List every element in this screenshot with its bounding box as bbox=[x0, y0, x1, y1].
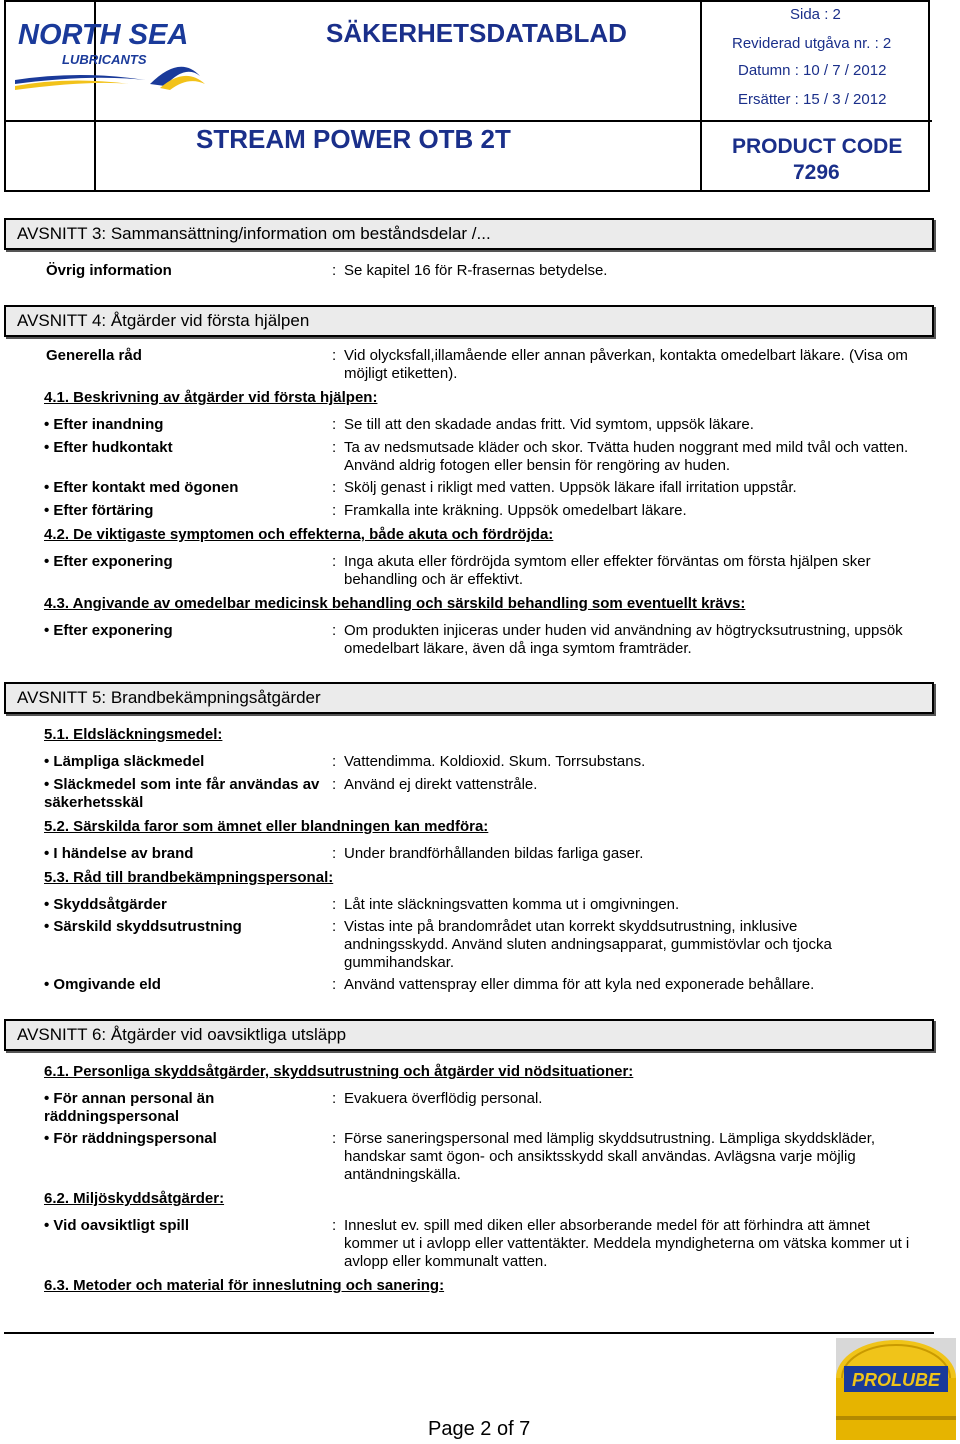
section-6-header: AVSNITT 6: Åtgärder vid oavsiktliga utsläpp bbox=[4, 1019, 934, 1051]
svg-text:PROLUBE: PROLUBE bbox=[851, 1370, 941, 1390]
colon: : bbox=[332, 1217, 337, 1234]
subsection-5-3: 5.3. Råd till brandbekämpningspersonal: bbox=[44, 869, 334, 886]
sarskild-skyddsutrustning-value: Vistas inte på brandområdet utan korrekt skyddsutrustning, inklusive andningsskydd. Använd sluten andningsapparat, gummistövlar och tjocka gummihandskar. bbox=[344, 918, 832, 971]
subsection-4-3: 4.3. Angivande av omedelbar medicinsk behandling och särskild behandling som eventuellt krävs: bbox=[44, 595, 746, 612]
divider bbox=[94, 120, 700, 122]
colon: : bbox=[332, 976, 337, 993]
omgivande-eld-label: • Omgivande eld bbox=[44, 976, 161, 993]
ovrig-information-label: Övrig information bbox=[46, 262, 172, 279]
colon: : bbox=[332, 1130, 337, 1147]
page-number: Page 2 of 7 bbox=[428, 1418, 531, 1440]
slackmedel-inte-value: Använd ej direkt vattenstråle. bbox=[344, 776, 538, 793]
subsection-6-1: 6.1. Personliga skyddsåtgärder, skyddsutrustning och åtgärder vid nödsituationer: bbox=[44, 1063, 634, 1080]
colon: : bbox=[332, 918, 337, 935]
section-3-header: AVSNITT 3: Sammansättning/information om beståndsdelar /... bbox=[4, 218, 934, 250]
efter-exponering-value: Om produkten injiceras under huden vid användning av högtrycksutrustning, uppsök omedelbart läkare, även då inga symtom framträder. bbox=[344, 622, 903, 657]
omgivande-eld-value: Använd vattenspray eller dimma för att kyla ned exponerade behållare. bbox=[344, 976, 815, 993]
generella-rad-value: Vid olycksfall,illamående eller annan påverkan, kontakta omedelbart läkare. (Visa om möjligt etiketten). bbox=[344, 347, 908, 382]
colon: : bbox=[332, 347, 337, 364]
efter-exponering-label: • Efter exponering bbox=[44, 553, 173, 570]
skyddsatgarder-value: Låt inte släckningsvatten komma ut i omgivningen. bbox=[344, 896, 680, 913]
footer-divider bbox=[4, 1332, 934, 1334]
colon: : bbox=[332, 753, 337, 770]
colon: : bbox=[332, 262, 337, 279]
document-title: SÄKERHETSDATABLAD bbox=[326, 18, 627, 48]
divider bbox=[6, 120, 94, 122]
for-annan-personal-label: • För annan personal än räddningspersonal bbox=[44, 1090, 304, 1126]
efter-exponering-value: Inga akuta eller fördröjda symtom eller effekter förväntas om första hjälpen sker behandling och är effektivt. bbox=[344, 553, 871, 588]
for-annan-personal-value: Evakuera överflödig personal. bbox=[344, 1090, 543, 1107]
divider bbox=[700, 120, 932, 122]
efter-exponering-label: • Efter exponering bbox=[44, 622, 173, 639]
sarskild-skyddsutrustning-label: • Särskild skyddsutrustning bbox=[44, 918, 242, 935]
subsection-5-2: 5.2. Särskilda faror som ämnet eller blandningen kan medföra: bbox=[44, 818, 489, 835]
subsection-4-2: 4.2. De viktigaste symptomen och effekterna, både akuta och fördröjda: bbox=[44, 526, 554, 543]
i-handelse-av-brand-value: Under brandförhållanden bildas farliga gaser. bbox=[344, 845, 644, 862]
section-4-header: AVSNITT 4: Åtgärder vid första hjälpen bbox=[4, 305, 934, 337]
ovrig-information-value: Se kapitel 16 för R-frasernas betydelse. bbox=[344, 262, 608, 279]
colon: : bbox=[332, 896, 337, 913]
efter-kontakt-med-ogonen-value: Skölj genast i rikligt med vatten. Uppsök läkare ifall irritation uppstår. bbox=[344, 479, 797, 496]
skyddsatgarder-label: • Skyddsåtgärder bbox=[44, 896, 167, 913]
colon: : bbox=[332, 1090, 337, 1107]
vid-oavsiktligt-spill-value: Inneslut ev. spill med diken eller absorberande medel för att förhindra att ämnet kommer ut i avlopp eller vattentäkter. Meddela myndigheterna om vätska kommer ut i avlopp eller kommunalt vatten. bbox=[344, 1217, 910, 1270]
section-5-header: AVSNITT 5: Brandbekämpningsåtgärder bbox=[4, 682, 934, 714]
vid-oavsiktligt-spill-label: • Vid oavsiktligt spill bbox=[44, 1217, 189, 1234]
lampliga-slackmedel-value: Vattendimma. Koldioxid. Skum. Torrsubstans. bbox=[344, 753, 646, 770]
svg-text:LUBRICANTS: LUBRICANTS bbox=[62, 52, 147, 67]
efter-hudkontakt-value: Ta av nedsmutsade kläder och skor. Tvätta huden noggrant med mild tvål och vatten. Använd aldrig fotogen eller bensin för rengöring av huden. bbox=[344, 439, 909, 474]
i-handelse-av-brand-label: • I händelse av brand bbox=[44, 845, 193, 862]
efter-inandning-value: Se till att den skadade andas fritt. Vid symtom, uppsök läkare. bbox=[344, 416, 754, 433]
colon: : bbox=[332, 845, 337, 862]
colon: : bbox=[332, 622, 337, 639]
colon: : bbox=[332, 502, 337, 519]
revision-label: Reviderad utgåva nr. : 2 bbox=[732, 35, 892, 52]
efter-kontakt-med-ogonen-label: • Efter kontakt med ögonen bbox=[44, 479, 238, 496]
efter-fortaring-value: Framkalla inte kräkning. Uppsök omedelbart läkare. bbox=[344, 502, 687, 519]
colon: : bbox=[332, 479, 337, 496]
subsection-6-3: 6.3. Metoder och material för inneslutning och sanering: bbox=[44, 1277, 445, 1294]
page-indicator: Sida : 2 bbox=[790, 6, 841, 23]
divider bbox=[700, 2, 702, 190]
generella-rad-label: Generella råd bbox=[46, 347, 142, 364]
prolube-drum-image bbox=[836, 1338, 956, 1440]
product-code-label: PRODUCT CODE bbox=[732, 135, 903, 158]
efter-fortaring-label: • Efter förtäring bbox=[44, 502, 153, 519]
for-raddningspersonal-value: Förse saneringspersonal med lämplig skyddsutrustning. Lämpliga skyddskläder, handskar samt ögon- och ansiktsskydd skall användas. Avlägsna varje möjlig antändningskälla. bbox=[344, 1130, 876, 1183]
subsection-4-1: 4.1. Beskrivning av åtgärder vid första hjälpen: bbox=[44, 389, 378, 406]
product-name: STREAM POWER OTB 2T bbox=[196, 124, 511, 154]
for-raddningspersonal-label: • För räddningspersonal bbox=[44, 1130, 217, 1147]
date-label: Datumn : 10 / 7 / 2012 bbox=[738, 62, 887, 79]
svg-text:NORTH SEA: NORTH SEA bbox=[18, 19, 189, 51]
efter-hudkontakt-label: • Efter hudkontakt bbox=[44, 439, 173, 456]
north-sea-lubricants-logo bbox=[10, 14, 210, 94]
replaces-label: Ersätter : 15 / 3 / 2012 bbox=[738, 91, 887, 108]
subsection-6-2: 6.2. Miljöskyddsåtgärder: bbox=[44, 1190, 225, 1207]
lampliga-slackmedel-label: • Lämpliga släckmedel bbox=[44, 753, 204, 770]
subsection-5-1: 5.1. Eldsläckningsmedel: bbox=[44, 726, 223, 743]
slackmedel-inte-label: • Släckmedel som inte får användas av säkerhetsskäl bbox=[44, 776, 322, 812]
efter-inandning-label: • Efter inandning bbox=[44, 416, 163, 433]
colon: : bbox=[332, 553, 337, 570]
product-code-value: 7296 bbox=[793, 161, 840, 184]
colon: : bbox=[332, 416, 337, 433]
colon: : bbox=[332, 439, 337, 456]
colon: : bbox=[332, 776, 337, 793]
